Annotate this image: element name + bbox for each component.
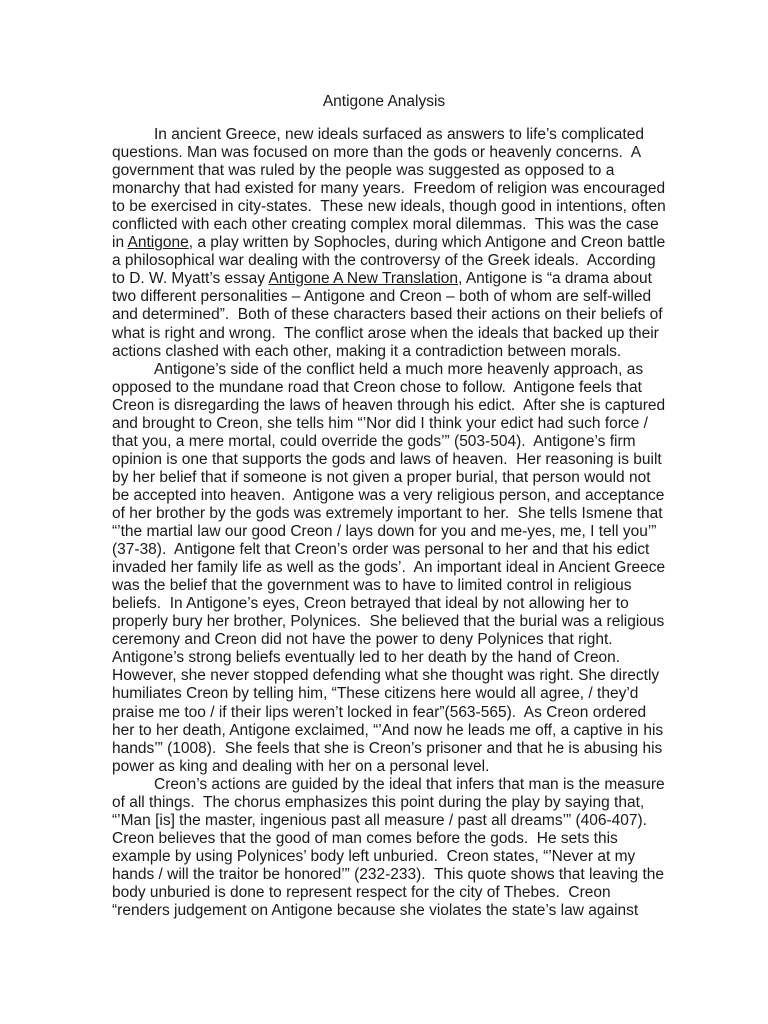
document-title: Antigone Analysis	[322, 93, 446, 110]
text-line: hands / will the traitor be honored’” (232-233). This quote shows that leaving the	[112, 865, 665, 883]
paragraph	[112, 126, 672, 361]
text-line: beliefs. In Antigone’s eyes, Creon betrayed that ideal by not allowing her to	[112, 595, 629, 613]
text-line	[112, 270, 672, 288]
text-line: and brought to Creon, she tells him “’Nor did I think your edict had such force /	[112, 414, 648, 432]
paragraph	[112, 361, 672, 776]
text-line: of her brother by the gods was extremely important to her. She tells Ismene that	[112, 504, 663, 522]
text-line: Creon is disregarding the laws of heaven through his edict. After she is captured	[112, 396, 666, 414]
text-segment: to D. W. Myatt’s essay	[112, 270, 269, 288]
text-line: However, she never stopped defending what she thought was right. She directly	[112, 667, 660, 685]
text-line: a philosophical war dealing with the controversy of the Greek ideals. According	[112, 252, 656, 270]
text-line: opposed to the mundane road that Creon chose to follow. Antigone feels that	[112, 378, 642, 396]
text-line: (37-38). Antigone felt that Creon’s order was personal to her and that his edict	[112, 541, 650, 559]
text-line: monarchy that had existed for many years. Freedom of religion was encouraged	[112, 180, 666, 198]
text-line: by her belief that if someone is not given a proper burial, that person would not	[112, 468, 651, 486]
text-line: questions. Man was focused on more than the gods or heavenly concerns. A	[112, 144, 642, 162]
text-line: ceremony and Creon did not have the power to deny Polynices that right.	[112, 631, 613, 649]
text-line: actions clashed with each other, making it a contradiction between morals.	[112, 342, 622, 360]
paragraph	[112, 776, 672, 920]
text-line: her to her death, Antigone exclaimed, “’And now he leads me off, a captive in his	[112, 721, 664, 739]
text-line: Creon’s actions are guided by the ideal that infers that man is the measure	[154, 775, 665, 793]
text-line: two different personalities – Antigone and Creon – both of whom are self-willed	[112, 288, 652, 306]
text-line: power as king and dealing with her on a personal level.	[112, 757, 490, 775]
text-line: praise me too / if their lips weren’t locked in fear”(563-565). As Creon ordered	[112, 703, 647, 721]
text-segment: in	[112, 234, 128, 252]
text-segment: , a play written by Sophocles, during which Antigone and Creon battle	[188, 234, 666, 252]
text-line: that you, a mere mortal, could override the gods’” (503-504). Antigone’s firm	[112, 432, 636, 450]
text-line: body unburied is done to represent respect for the city of Thebes. Creon	[112, 883, 611, 901]
text-line: humiliates Creon by telling him, “These citizens here would all agree, / they’d	[112, 685, 639, 703]
text-line: of all things. The chorus emphasizes this point during the play by saying that,	[112, 793, 645, 811]
text-line: “’the martial law our good Creon / lays down for you and me-yes, me, I tell you’”	[112, 523, 657, 541]
document-body	[112, 126, 672, 920]
text-line: In ancient Greece, new ideals surfaced as answers to life’s complicated	[154, 126, 644, 143]
text-line: properly bury her brother, Polynices. She believed that the burial was a religious	[112, 613, 665, 631]
text-line: “’Man [is] the master, ingenious past all measure / past all dreams’” (406-407).	[112, 811, 647, 829]
text-line: government that was ruled by the people was suggested as opposed to a	[112, 162, 615, 180]
text-line: conflicted with each other creating complex moral dilemmas. This was the case	[112, 216, 659, 234]
text-line: opinion is one that supports the gods and laws of heaven. Her reasoning is built	[112, 450, 662, 468]
text-line: Antigone’s side of the conflict held a much more heavenly approach, as	[154, 360, 644, 378]
text-line: and determined”. Both of these characters based their actions on their beliefs of	[112, 306, 663, 324]
text-line: was the belief that the government was to have to limited control in religious	[112, 577, 632, 595]
underlined-title: Antigone A New Translation	[268, 270, 459, 288]
text-line: what is right and wrong. The conflict arose when the ideals that backed up their	[112, 324, 659, 342]
text-line: to be exercised in city-states. These new ideals, though good in intentions, often	[112, 198, 666, 216]
text-line: example by using Polynices’ body left unburied. Creon states, “’Never at my	[112, 847, 636, 865]
text-line: Creon believes that the good of man comes before the gods. He sets this	[112, 829, 618, 847]
text-line	[112, 234, 672, 252]
text-line: hands’” (1008). She feels that she is Creon’s prisoner and that he is abusing his	[112, 739, 663, 757]
text-line: be accepted into heaven. Antigone was a very religious person, and acceptance	[112, 486, 665, 504]
text-line: “renders judgement on Antigone because she violates the state’s law against	[112, 902, 639, 920]
text-line: invaded her family life as well as the gods’. An important ideal in Ancient Greece	[112, 559, 666, 577]
text-line: Antigone’s strong beliefs eventually led to her death by the hand of Creon.	[112, 649, 621, 667]
underlined-title: Antigone	[127, 234, 189, 252]
text-segment: , Antigone is “a drama about	[458, 270, 652, 288]
